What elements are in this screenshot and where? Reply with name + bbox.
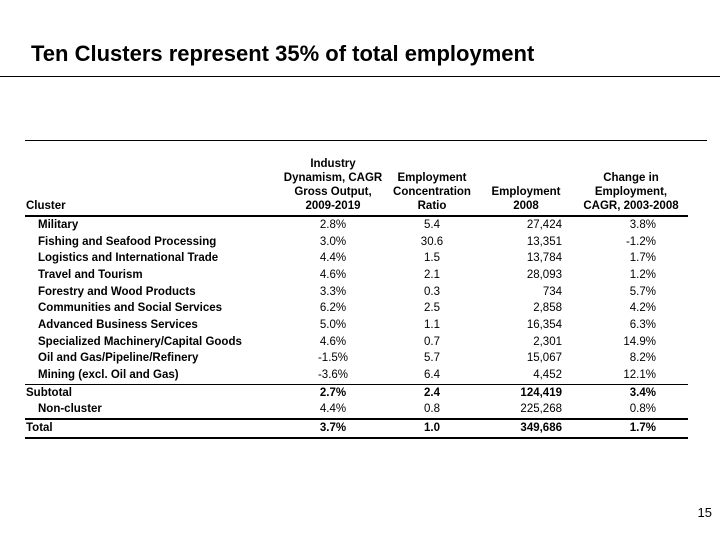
header-line: Concentration (393, 186, 471, 198)
cell-change: 1.7% (574, 419, 688, 438)
cell-dynamism: -1.5% (317, 352, 349, 365)
header-line: 2008 (513, 200, 539, 212)
header-line: Dynamism, CAGR (283, 172, 383, 184)
table-row (25, 367, 688, 384)
cell-cluster: Mining (excl. Oil and Gas) (38, 369, 179, 382)
header-line: Employment (491, 186, 561, 198)
header-line: Ratio (417, 200, 447, 212)
cell-change: 3.4% (574, 384, 688, 401)
header-change-in-employment (574, 157, 688, 216)
cell-concentration: 2.1 (424, 268, 440, 281)
cell-employment: 734 (542, 285, 562, 298)
cell-change: -1.2% (625, 235, 656, 248)
header-line: Change in (603, 172, 659, 184)
table-row (25, 334, 688, 351)
cell-dynamism: 2.7% (280, 384, 386, 401)
cell-employment: 28,093 (526, 268, 562, 281)
table-row (25, 267, 688, 284)
cell-dynamism: 4.4% (319, 403, 347, 416)
cell-employment: 16,354 (526, 318, 562, 331)
subtotal-row (25, 384, 688, 401)
noncluster-row (25, 402, 688, 420)
total-row (25, 419, 688, 438)
cell-concentration: 1.0 (386, 419, 478, 438)
cell-dynamism: -3.6% (317, 369, 349, 382)
cell-cluster: Specialized Machinery/Capital Goods (38, 335, 242, 348)
header-cluster: Cluster (25, 157, 280, 216)
cell-dynamism: 6.2% (319, 302, 347, 315)
cell-employment: 2,301 (533, 335, 562, 348)
cell-change: 8.2% (629, 352, 656, 365)
table-row (25, 234, 688, 251)
table-row (25, 250, 688, 267)
cell-concentration: 0.7 (424, 335, 440, 348)
cell-dynamism: 4.6% (319, 268, 347, 281)
table-row (25, 216, 688, 234)
slide-title: Ten Clusters represent 35% of total employment (31, 41, 535, 66)
cell-change: 1.7% (629, 252, 656, 265)
cell-dynamism: 3.3% (319, 285, 347, 298)
cell-cluster: Advanced Business Services (38, 318, 198, 331)
cell-cluster: Oil and Gas/Pipeline/Refinery (38, 352, 199, 365)
table-row (25, 351, 688, 368)
cell-dynamism: 3.0% (319, 235, 347, 248)
cell-concentration: 2.4 (386, 384, 478, 401)
cell-concentration: 5.7 (424, 352, 440, 365)
cell-employment: 4,452 (533, 369, 562, 382)
header-employment-2008 (478, 157, 574, 216)
header-industry-dynamism (280, 157, 386, 216)
table-row (25, 284, 688, 301)
cell-employment: 124,419 (478, 384, 574, 401)
cell-change: 6.3% (629, 318, 656, 331)
table-row (25, 300, 688, 317)
cell-cluster: Fishing and Seafood Processing (38, 235, 217, 248)
cell-concentration: 0.8 (424, 403, 440, 416)
cell-cluster: Forestry and Wood Products (38, 285, 196, 298)
cell-cluster: Logistics and International Trade (38, 252, 219, 265)
title-divider (0, 76, 720, 77)
cell-cluster: Non-cluster (38, 403, 102, 416)
cell-dynamism: 4.4% (319, 252, 347, 265)
cell-employment: 13,351 (526, 235, 562, 248)
cell-employment: 2,858 (533, 302, 562, 315)
header-line: Gross Output, (294, 186, 372, 198)
cell-dynamism: 4.6% (319, 335, 347, 348)
header-line: Industry (310, 158, 356, 170)
cell-employment: 27,424 (526, 218, 562, 231)
header-line: CAGR, 2003-2008 (583, 200, 679, 212)
cell-employment: 13,784 (526, 252, 562, 265)
cell-change: 3.8% (629, 218, 656, 231)
cell-dynamism: 3.7% (280, 419, 386, 438)
cell-cluster: Total (25, 419, 280, 438)
cell-concentration: 5.4 (424, 218, 440, 231)
header-employment-concentration (386, 157, 478, 216)
cell-change: 14.9% (623, 335, 656, 348)
content-divider (25, 140, 707, 141)
cell-concentration: 30.6 (420, 235, 444, 248)
cell-change: 4.2% (629, 302, 656, 315)
cell-cluster: Travel and Tourism (38, 268, 143, 281)
cell-cluster: Communities and Social Services (38, 302, 223, 315)
table-row (25, 317, 688, 334)
cell-concentration: 1.5 (424, 252, 440, 265)
cell-concentration: 6.4 (424, 369, 440, 382)
cell-cluster: Subtotal (25, 384, 280, 401)
header-line: Employment, (594, 186, 668, 198)
cluster-employment-table (25, 157, 688, 439)
cell-employment: 225,268 (520, 403, 562, 416)
cell-employment: 349,686 (478, 419, 574, 438)
cell-dynamism: 5.0% (319, 318, 347, 331)
header-line: Employment (397, 172, 467, 184)
cell-cluster: Military (38, 218, 79, 231)
header-line: 2009-2019 (305, 200, 361, 212)
cell-concentration: 2.5 (424, 302, 440, 315)
cell-concentration: 1.1 (424, 318, 440, 331)
page-number: 15 (697, 505, 712, 520)
cell-change: 12.1% (623, 369, 656, 382)
cell-employment: 15,067 (526, 352, 562, 365)
cell-change: 0.8% (629, 403, 656, 416)
cell-concentration: 0.3 (424, 285, 440, 298)
cell-change: 1.2% (629, 268, 656, 281)
cell-dynamism: 2.8% (319, 218, 347, 231)
table-header-row (25, 157, 688, 216)
cell-change: 5.7% (629, 285, 656, 298)
